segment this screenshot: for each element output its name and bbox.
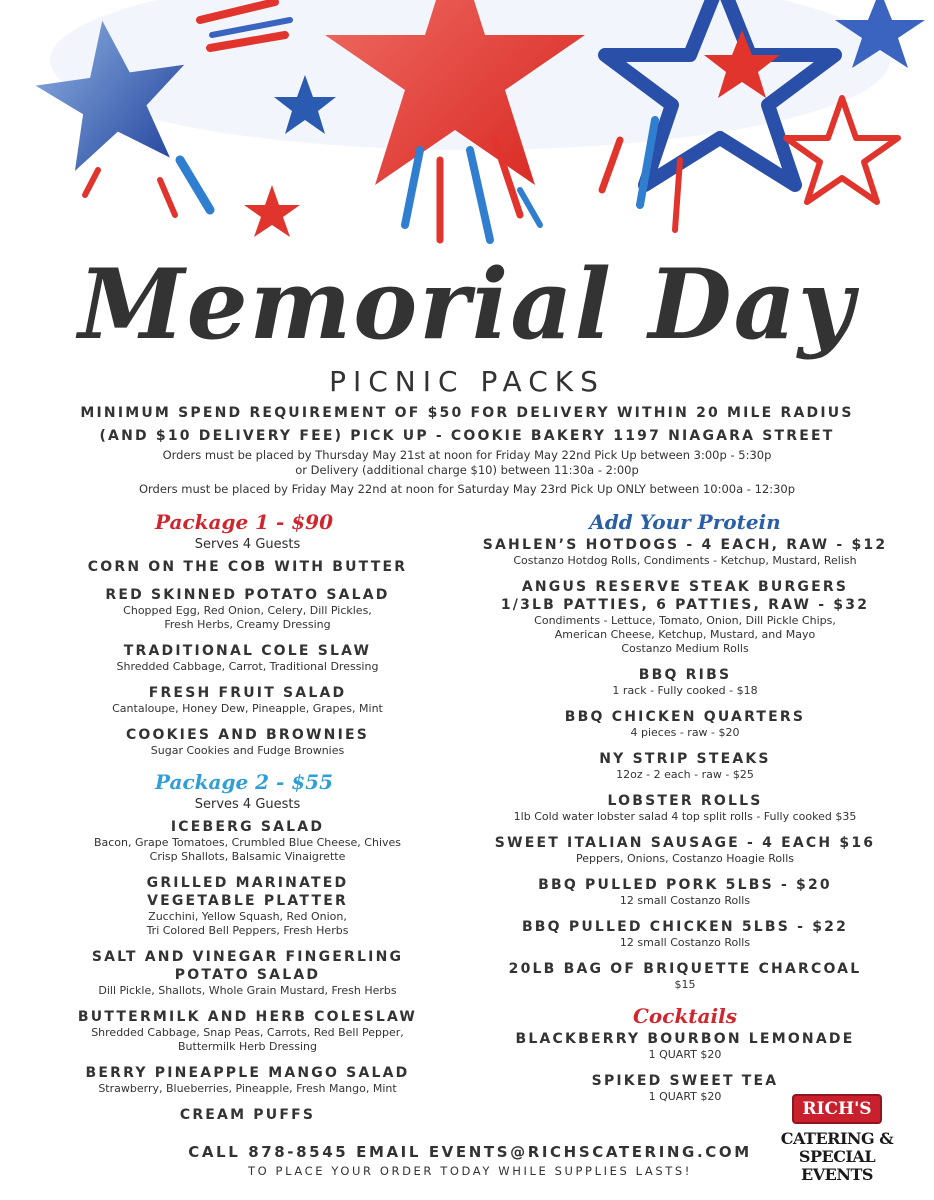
- item-description: Cantaloupe, Honey Dew, Pineapple, Grapes, Mint: [112, 702, 383, 715]
- item-description: 1 QUART $20: [648, 1090, 722, 1103]
- package2-serves: Serves 4 Guests: [194, 797, 301, 812]
- item-name: BBQ PULLED PORK 5LBS - $20: [538, 877, 832, 893]
- package1-item: [60, 684, 435, 716]
- item-description: Shredded Cabbage, Carrot, Traditional Dressing: [116, 660, 379, 673]
- delivery-window: or Delivery (additional charge $10) between 11:30a - 2:00p: [295, 463, 639, 477]
- item-description: Chopped Egg, Red Onion, Celery, Dill Pickles, Fresh Herbs, Creamy Dressing: [123, 604, 372, 631]
- item-name: BBQ PULLED CHICKEN 5LBS - $22: [521, 919, 849, 935]
- package1-serves: Serves 4 Guests: [194, 537, 301, 552]
- protein-item: [470, 708, 900, 740]
- decorative-stars-banner: [0, 0, 934, 260]
- item-name: FRESH FRUIT SALAD: [148, 685, 347, 701]
- item-description: Bacon, Grape Tomatoes, Crumbled Blue Cheese, Chives Crisp Shallots, Balsamic Vinaigrette: [93, 836, 402, 863]
- cocktails-heading: Cocktails: [633, 1004, 737, 1028]
- order-deadline-friday: Orders must be placed by Thursday May 21st at noon for Friday May 22nd Pick Up between 3:00p - 5:30p: [162, 448, 772, 462]
- package2-list: [60, 818, 435, 1124]
- item-description: Condiments - Lettuce, Tomato, Onion, Dill Pickle Chips, American Cheese, Ketchup, Mustard, and Mayo Costanzo Medium Rolls: [534, 614, 836, 655]
- package2-item: [60, 948, 435, 998]
- item-description: Dill Pickle, Shallots, Whole Grain Mustard, Fresh Herbs: [98, 984, 397, 997]
- protein-item: [470, 750, 900, 782]
- logo-line1: CATERING &: [780, 1129, 894, 1148]
- package2-item: [60, 874, 435, 938]
- item-name: CORN ON THE COB WITH BUTTER: [87, 559, 408, 575]
- package2-item: [60, 1106, 435, 1124]
- logo-badge: RICH'S: [792, 1094, 881, 1124]
- packages-column: [60, 508, 435, 1134]
- protein-item: [470, 792, 900, 824]
- protein-item: [470, 876, 900, 908]
- item-description: Costanzo Hotdog Rolls, Condiments - Ketchup, Mustard, Relish: [513, 554, 857, 567]
- item-description: 1 rack - Fully cooked - $18: [612, 684, 758, 697]
- item-name: TRADITIONAL COLE SLAW: [123, 643, 372, 659]
- cocktails-list: [470, 1030, 900, 1104]
- protein-column: [470, 508, 900, 1114]
- item-name: BBQ RIBS: [638, 667, 732, 683]
- item-name: BUTTERMILK AND HERB COLESLAW: [77, 1009, 418, 1025]
- package1-item: [60, 642, 435, 674]
- delivery-requirement: MINIMUM SPEND REQUIREMENT OF $50 FOR DELIVERY WITHIN 20 MILE RADIUS: [80, 405, 854, 421]
- package2-item: [60, 1008, 435, 1054]
- item-description: Zucchini, Yellow Squash, Red Onion, Tri Colored Bell Peppers, Fresh Herbs: [146, 910, 349, 937]
- item-description: Strawberry, Blueberries, Pineapple, Fresh Mango, Mint: [98, 1082, 397, 1095]
- item-description: Peppers, Onions, Costanzo Hoagie Rolls: [575, 852, 795, 865]
- package1-item: [60, 726, 435, 758]
- package2-heading: Package 2 - $55: [155, 770, 334, 794]
- item-name: ANGUS RESERVE STEAK BURGERS 1/3LB PATTIES, 6 PATTIES, RAW - $32: [500, 579, 870, 613]
- item-name: SPIKED SWEET TEA: [591, 1073, 779, 1089]
- protein-item: [470, 918, 900, 950]
- item-name: BBQ CHICKEN QUARTERS: [564, 709, 806, 725]
- item-name: ICEBERG SALAD: [170, 819, 325, 835]
- protein-item: [470, 960, 900, 992]
- item-description: Sugar Cookies and Fudge Brownies: [150, 744, 345, 757]
- protein-item: [470, 536, 900, 568]
- page-subtitle: PICNIC PACKS: [329, 365, 605, 398]
- red-star-small-icon: [244, 185, 300, 237]
- package2-item: [60, 818, 435, 864]
- item-name: SWEET ITALIAN SAUSAGE - 4 EACH $16: [494, 835, 876, 851]
- item-description: 12oz - 2 each - raw - $25: [616, 768, 754, 781]
- item-name: CREAM PUFFS: [179, 1107, 316, 1123]
- package1-list: [60, 558, 435, 758]
- item-name: COOKIES AND BROWNIES: [125, 727, 370, 743]
- item-name: NY STRIP STEAKS: [599, 751, 771, 767]
- item-name: 20LB BAG OF BRIQUETTE CHARCOAL: [508, 961, 862, 977]
- item-name: SALT AND VINEGAR FINGERLING POTATO SALAD: [91, 949, 404, 983]
- item-description: $15: [674, 978, 696, 991]
- item-description: 12 small Costanzo Rolls: [619, 894, 751, 907]
- item-name: SAHLEN’S HOTDOGS - 4 EACH, RAW - $12: [482, 537, 888, 553]
- item-name: LOBSTER ROLLS: [607, 793, 763, 809]
- protein-item: [470, 578, 900, 656]
- order-deadline-saturday: Orders must be placed by Friday May 22nd at noon for Saturday May 23rd Pick Up ONLY between 10:00a - 12:30p: [138, 482, 796, 496]
- cocktail-item: [470, 1030, 900, 1062]
- tagline: TO PLACE YOUR ORDER TODAY WHILE SUPPLIES LASTS!: [248, 1164, 692, 1178]
- item-description: 4 pieces - raw - $20: [630, 726, 740, 739]
- item-name: RED SKINNED POTATO SALAD: [105, 587, 390, 603]
- item-name: BERRY PINEAPPLE MANGO SALAD: [85, 1065, 410, 1081]
- package1-item: [60, 558, 435, 576]
- protein-heading: Add Your Protein: [589, 510, 781, 534]
- package2-item: [60, 1064, 435, 1096]
- package1-heading: Package 1 - $90: [155, 510, 334, 534]
- protein-item: [470, 666, 900, 698]
- package1-item: [60, 586, 435, 632]
- richs-logo: [762, 1094, 912, 1184]
- item-description: 1lb Cold water lobster salad 4 top split rolls - Fully cooked $35: [513, 810, 857, 823]
- page-title: Memorial Day: [78, 248, 856, 361]
- pickup-location: (AND $10 DELIVERY FEE) PICK UP - COOKIE BAKERY 1197 NIAGARA STREET: [99, 428, 835, 444]
- item-description: 12 small Costanzo Rolls: [619, 936, 751, 949]
- protein-list: [470, 536, 900, 992]
- protein-item: [470, 834, 900, 866]
- contact-info: CALL 878-8545 EMAIL EVENTS@RICHSCATERING.COM: [188, 1143, 752, 1161]
- logo-line2: SPECIAL EVENTS: [798, 1147, 876, 1184]
- item-description: Shredded Cabbage, Snap Peas, Carrots, Red Bell Pepper, Buttermilk Herb Dressing: [91, 1026, 404, 1053]
- item-description: 1 QUART $20: [648, 1048, 722, 1061]
- item-name: BLACKBERRY BOURBON LEMONADE: [515, 1031, 855, 1047]
- item-name: GRILLED MARINATED VEGETABLE PLATTER: [146, 875, 349, 909]
